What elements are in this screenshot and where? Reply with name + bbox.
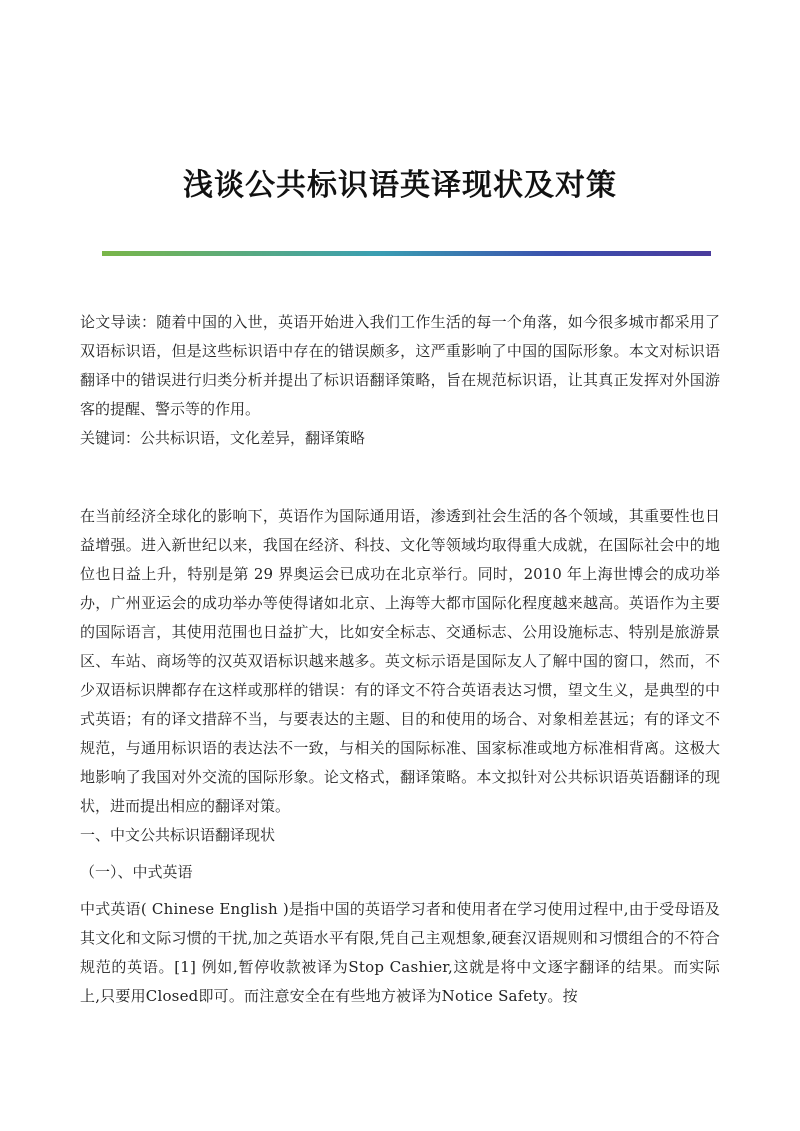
abstract-paragraph: 论文导读：随着中国的入世，英语开始进入我们工作生活的每一个角落，如今很多城市都采用了双语标识语，但是这些标识语中存在的错误颇多，这严重影响了中国的国际形象。本文对标识语翻译中的错误进行归类分析并提出了标识语翻译策略，旨在规范标识语，让其真正发挥对外国游客的提醒、警示等的作用。 — [80, 313, 720, 418]
subsection-heading-1: （一）、中式英语 — [80, 863, 193, 881]
document-body — [80, 308, 720, 1011]
document-title: 浅谈公共标识语英译现状及对策 — [183, 168, 617, 203]
section-spacer — [80, 453, 720, 502]
title-divider-rule — [102, 251, 711, 256]
keywords-line: 关键词：公共标识语，文化差异，翻译策略 — [80, 429, 366, 447]
section-heading-1: 一、中文公共标识语翻译现状 — [80, 826, 276, 844]
intro-paragraph: 在当前经济全球化的影响下，英语作为国际通用语，渗透到社会生活的各个领域，其重要性也日益增强。进入新世纪以来，我国在经济、科技、文化等领域均取得重大成就，在国际社会中的地位也日益上升，特别是第 29 界奥运会已成功在北京举行。同时，2010 年上海世博会的成功举办，广州亚运会的成功举办等使得诸如北京、上海等大都市国际化程度越来越高。英语作为主要的国际语言，其使用范围也日益扩大，比如安全标志、交通标志、公用设施标志、特别是旅游景区、车站、商场等的汉英双语标识越来越多。英文标示语是国际友人了解中国的窗口，然而，不少双语标识牌都存在这样或那样的错误：有的译文不符合英语表达习惯，望文生义，是典型的中式英语；有的译文措辞不当，与要表达的主题、目的和使用的场合、对象相差甚远；有的译文不规范，与通用标识语的表达法不一致，与相关的国际标准、国家标准或地方标准相背离。这极大地影响了我国对外交流的国际形象。论文格式，翻译策略。本文拟针对公共标识语英语翻译的现状，进而提出相应的翻译对策。 — [80, 507, 720, 815]
chinglish-paragraph: 中式英语( Chinese English )是指中国的英语学习者和使用者在学习使用过程中,由于受母语及其文化和文际习惯的干扰,加之英语水平有限,凭自己主观想象,硬套汉语规则和习惯组合的不符合规范的英语。[1] 例如,暂停收款被译为Stop Cashier,这就是将中文逐字翻译的结果。而实际上,只要用Closed即可。而注意安全在有些地方被译为Notice Safety。按 — [80, 900, 720, 1005]
